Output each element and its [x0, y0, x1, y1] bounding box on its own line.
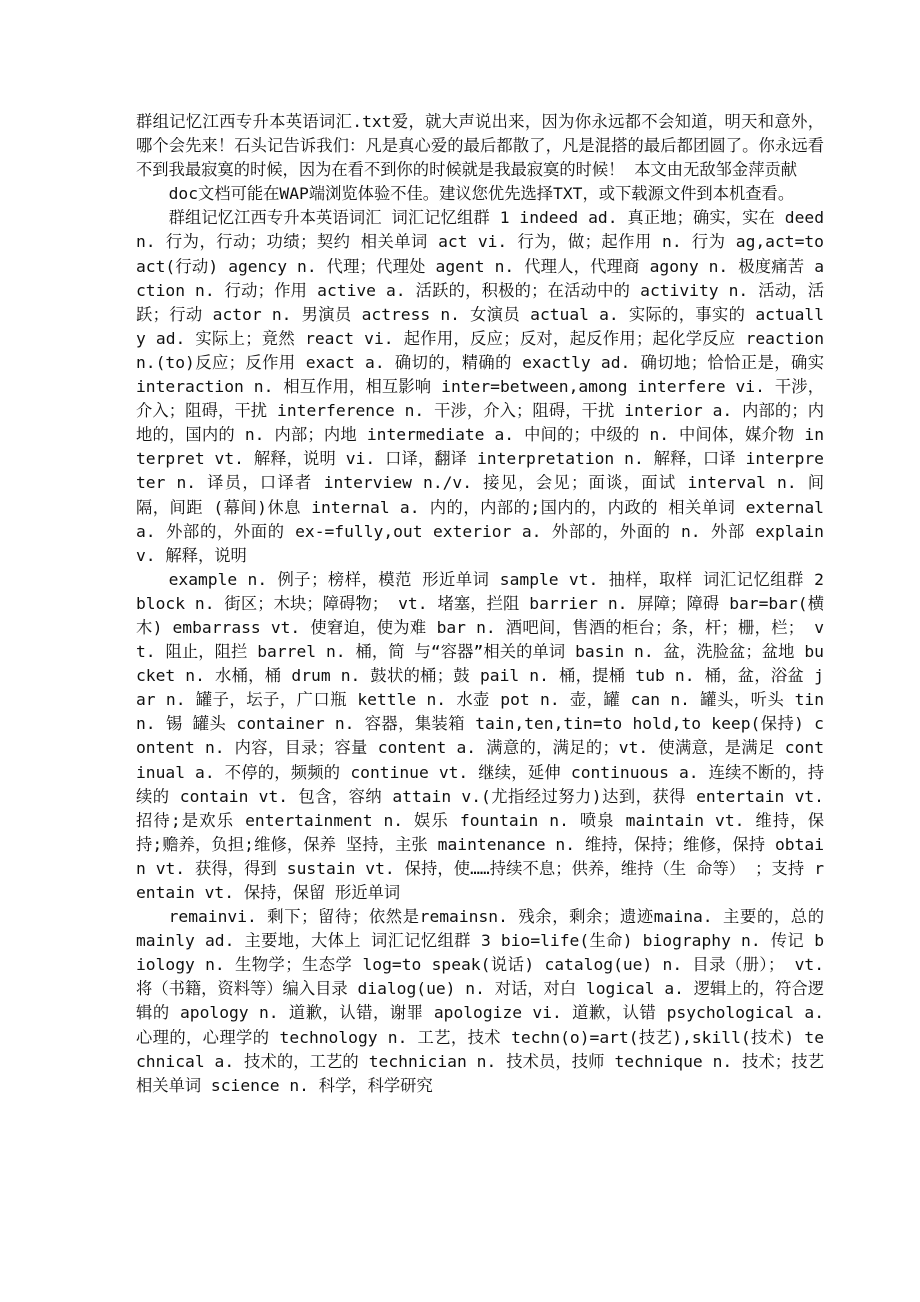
- vocab-group-3-paragraph: remainvi. 剩下；留待；依然是remainsn. 残余，剩余；遗迹maina. 主要的，总的 mainly ad. 主要地，大体上 词汇记忆组群 3 bio=life(生命) biography n. 传记 biology n. 生物学；生态学 log=to speak(说话) catalog(ue) n. 目录（册）； vt. 将（书籍，资料等）编入目录 dialog(ue) n. 对话，对白 logical a. 逻辑上的，符合逻辑的 apology n. 道歉，认错，谢罪 apologize vi. 道歉，认错 psychological a. 心理的，心理学的 technology n. 工艺，技术 techn(o)=art(技艺),skill(技术) technical a. 技术的，工艺的 technician n. 技术员，技师 technique n. 技术；技艺 相关单词 science n. 科学，科学研究: [136, 907, 824, 1095]
- intro-paragraph: 群组记忆江西专升本英语词汇.txt爱，就大声说出来，因为你永远都不会知道，明天和意外，哪个会先来！石头记告诉我们：凡是真心爱的最后都散了，凡是混搭的最后都团圆了。你永远看不到我最寂寞的时候，因为在看不到你的时候就是我最寂寞的时候！ 本文由无敌邹金萍贡献: [136, 112, 824, 180]
- document-body: [136, 110, 824, 1098]
- vocab-group-2-paragraph: example n. 例子；榜样，模范 形近单词 sample vt. 抽样，取样 词汇记忆组群 2 block n. 街区；木块；障碍物； vt. 堵塞，拦阻 barrier n. 屏障；障碍 bar=bar(横木) embarrass vt. 使窘迫，使为难 bar n. 酒吧间，售酒的柜台；条，杆；栅，栏； vt. 阻止，阻拦 barrel n. 桶，简 与“容器”相关的单词 basin n. 盆，洗脸盆；盆地 bucket n. 水桶，桶 drum n. 鼓状的桶；鼓 pail n. 桶，提桶 tub n. 桶，盆，浴盆 jar n. 罐子，坛子，广口瓶 kettle n. 水壶 pot n. 壶，罐 can n. 罐头，听头 tin n. 锡 罐头 container n. 容器，集装箱 tain,ten,tin=to hold,to keep(保持) content n. 内容，目录；容量 content a. 满意的，满足的；vt. 使满意，是满足 continual a. 不停的，频频的 continue vt. 继续，延伸 continuous a. 连续不断的，持续的 contain vt. 包含，容纳 attain v.(尤指经过努力)达到，获得 entertain vt. 招待;是欢乐 entertainment n. 娱乐 fountain n. 喷泉 maintain vt. 维持，保持;赡养，负担;维修，保养 坚持，主张 maintenance n. 维持，保持；维修，保持 obtain vt. 获得，得到 sustain vt. 保持，使……持续不息；供养，维持（生 命等） ；支持 rentain vt. 保持，保留 形近单词: [136, 569, 824, 902]
- vocab-group-1-paragraph: 群组记忆江西专升本英语词汇 词汇记忆组群 1 indeed ad. 真正地；确实，实在 deed n. 行为，行动；功绩；契约 相关单词 act vi. 行为，做；起作用 n. 行为 ag,act=to act(行动) agency n. 代理；代理处 agent n. 代理人，代理商 agony n. 极度痛苦 action n. 行动；作用 active a. 活跃的，积极的；在活动中的 activity n. 活动，活跃；行动 actor n. 男演员 actress n. 女演员 actual a. 实际的，事实的 actually ad. 实际上；竟然 react vi. 起作用，反应；反对，起反作用；起化学反应 reaction n.(to)反应；反作用 exact a. 确切的，精确的 exactly ad. 确切地；恰恰正是，确实 interaction n. 相互作用，相互影响 inter=between,among interfere vi. 干涉，介入；阻碍，干扰 interference n. 干涉，介入；阻碍，干扰 interior a. 内部的；内地的，国内的 n. 内部；内地 intermediate a. 中间的；中级的 n. 中间体，媒介物 interpret vt. 解释，说明 vi. 口译，翻译 interpretation n. 解释，口译 interpreter n. 译员，口译者 interview n./v. 接见，会见；面谈，面试 interval n. 间隔，间距 (幕间)休息 internal a. 内的，内部的;国内的，内政的 相关单词 external a. 外部的，外面的 ex-=fully,out exterior a. 外部的，外面的 n. 外部 explain v. 解释，说明: [136, 208, 824, 565]
- doc-notice-paragraph: doc文档可能在WAP端浏览体验不佳。建议您优先选择TXT，或下载源文件到本机查看。: [168, 184, 795, 204]
